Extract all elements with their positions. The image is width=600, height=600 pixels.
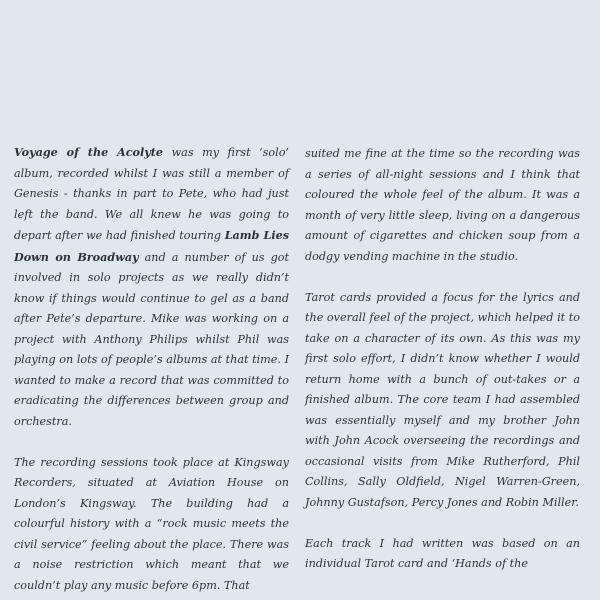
paragraph-4: Tarot cards provided a focus for the lyrics and the overall feel of the project, which helped it to take on a character of its own. As this was my first solo effort, I didn’t know whether I would return home with a bunch of out-takes or a finished album. The core team I had assembled was essentially myself and my brother John with John Acock overseeing the recordings and occasional visits from Mike Rutherford, Phil Collins, Sally Oldfield, Nigel Warren-Green, Johnny Gustafson, Percy Jones and Robin Miller.: [305, 290, 580, 509]
paragraph-2: The recording sessions took place at Kingsway Recorders, situated at Aviation House on London’s Kingsway. The building had a colourful history with a “rock music meets the civil service” feeling about the place. There was a noise restriction which meant that we couldn’t play any music before 6pm. That: [14, 455, 289, 592]
paragraph-1: [14, 142, 289, 432]
paragraph-text: was my first ‘solo’ album, recorded whilst I was still a member of Genesis - thanks in part to Pete, who had just left the band. We all knew he was going to depart after we had finished touring: [14, 146, 289, 242]
paragraph-text: and a number of us got involved in solo projects as we really didn’t know if things would continue to gel as a band after Pete’s departure. Mike was working on a project with Anthony Philips whilst Phil was playing on lots of people’s albums at that time. I wanted to make a record that was committed to eradicating the differences between group and orchestra.: [14, 250, 289, 428]
paragraph-5: Each track I had written was based on an individual Tarot card and ‘Hands of the: [305, 536, 580, 570]
paragraph-3: suited me fine at the time so the recording was a series of all-night sessions and I think that coloured the whole feel of the album. It was a month of very little sleep, living on a dangerous amount of cigarettes and chicken soup from a dodgy vending machine in the studio.: [305, 147, 580, 263]
text-column-right: [305, 144, 580, 595]
text-column-left: [14, 142, 289, 600]
album-title: Voyage of the Acolyte: [14, 145, 164, 159]
album-title-2: Lamb Lies Down on Broadway: [14, 228, 290, 264]
